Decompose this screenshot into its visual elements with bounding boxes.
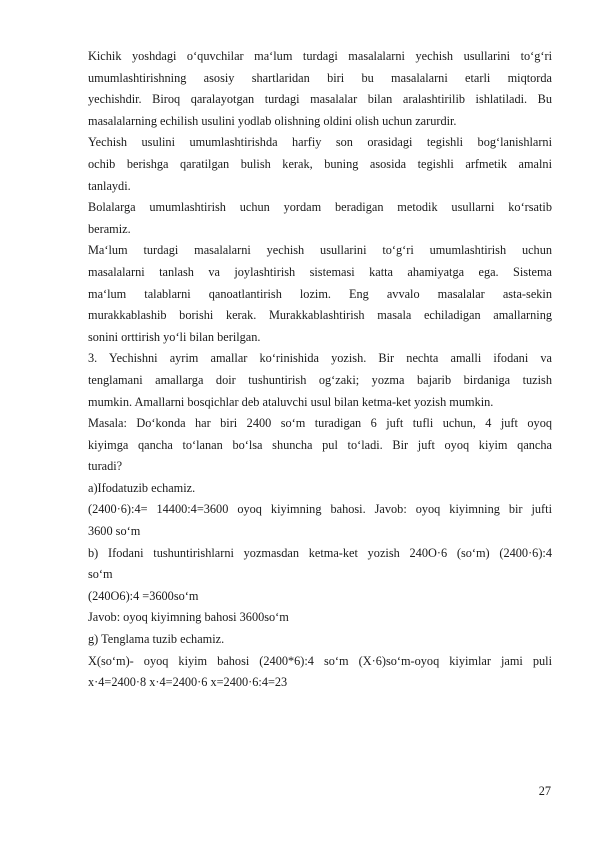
text-line: Javob: oyoq kiyimning bahosi 3600so‘m (88, 610, 289, 625)
text-line: mumkin. Amallarni bosqichlar deb ataluvchi usul bilan ketma-ket yozish mumkin. (88, 394, 494, 409)
text-line: tenglamani amallarga doir tushuntirish og‘zaki; yozma bajarib birdaniga tuzish (88, 372, 552, 387)
text-line: sonini orttirish yo‘li bilan berilgan. (88, 329, 261, 344)
text-line: Kichik yoshdagi o‘quvchilar ma‘lum turdagi masalalarni yechish usullarini to‘g‘ri (88, 49, 552, 63)
text-line: masalalarning echilish usulini yodlab olishning oldini olish uchun zarurdir. (88, 113, 457, 128)
text-line: b) Ifodani tushuntirishlarni yozmasdan ketma-ket yozish 240O·6 (so‘m) (2400·6):4 (88, 545, 552, 560)
text-line: kiyimga qancha to‘lanan bo‘lsa shuncha pul to‘ladi. Bir juft oyoq kiyim qancha (88, 437, 552, 452)
text-line: so‘m (88, 567, 113, 582)
text-line: Ma‘lum turdagi masalalarni yechish usullarini to‘g‘ri umumlashtirish uchun (88, 243, 552, 258)
text-line: ma‘lum talablarni qanoatlantirish lozim. Eng avvalo masalalar asta-sekin (88, 286, 552, 301)
text-line: a)Ifodatuzib echamiz. (88, 480, 196, 495)
text-line: Bolalarga umumlashtirish uchun yordam beradigan metodik usullarni ko‘rsatib (88, 200, 552, 215)
text-line: tanlaydi. (88, 178, 131, 193)
text-line: (240O6):4 =3600so‘m (88, 588, 199, 603)
text-line: masalalarni tanlash va joylashtirish sistemasi katta ahamiyatga ega. Sistema (88, 264, 552, 279)
text-line: murakkablashib borishi kerak. Murakkablashtirish masala echiladigan amallarning (88, 308, 552, 323)
text-line: Masala: Do‘konda har biri 2400 so‘m turadigan 6 juft tufli uchun, 4 juft oyoq (88, 416, 552, 431)
text-line: X(so‘m)- oyoq kiyim bahosi (2400*6):4 so‘m (X·6)so‘m-oyoq kiyimlar jami puli (88, 653, 552, 668)
text-line: 3. Yechishni ayrim amallar ko‘rinishida yozish. Bir nechta amalli ifodani va (88, 351, 552, 366)
text-line: 3600 so‘m (88, 524, 141, 539)
text-line: turadi? (88, 459, 123, 474)
text-line: Yechish usulini umumlashtirishda harfiy son orasidagi tegishli bog‘lanishlarni (88, 135, 552, 150)
text-line: yechishdir. Biroq qaralayotgan turdagi masalalar bilan aralashtirilib ishlatiladi. Bu (88, 92, 552, 107)
text-line: beramiz. (88, 221, 131, 236)
text-line: umumlashtirishning asosiy shartlaridan biri bu masalalarni etarli miqtorda (88, 70, 552, 85)
document-body (88, 46, 552, 694)
text-line: g) Tenglama tuzib echamiz. (88, 632, 225, 647)
text-line: ochib berishga qaratilgan bulish kerak, buning asosida tegishli arfmetik amalni (88, 156, 552, 171)
page-number: 27 (538, 784, 551, 798)
text-line: (2400·6):4= 14400:4=3600 oyoq kiyimning bahosi. Javob: oyoq kiyimning bir jufti (88, 502, 552, 517)
text-line: x·4=2400·8 x·4=2400·6 x=2400·6:4=23 (88, 675, 288, 690)
